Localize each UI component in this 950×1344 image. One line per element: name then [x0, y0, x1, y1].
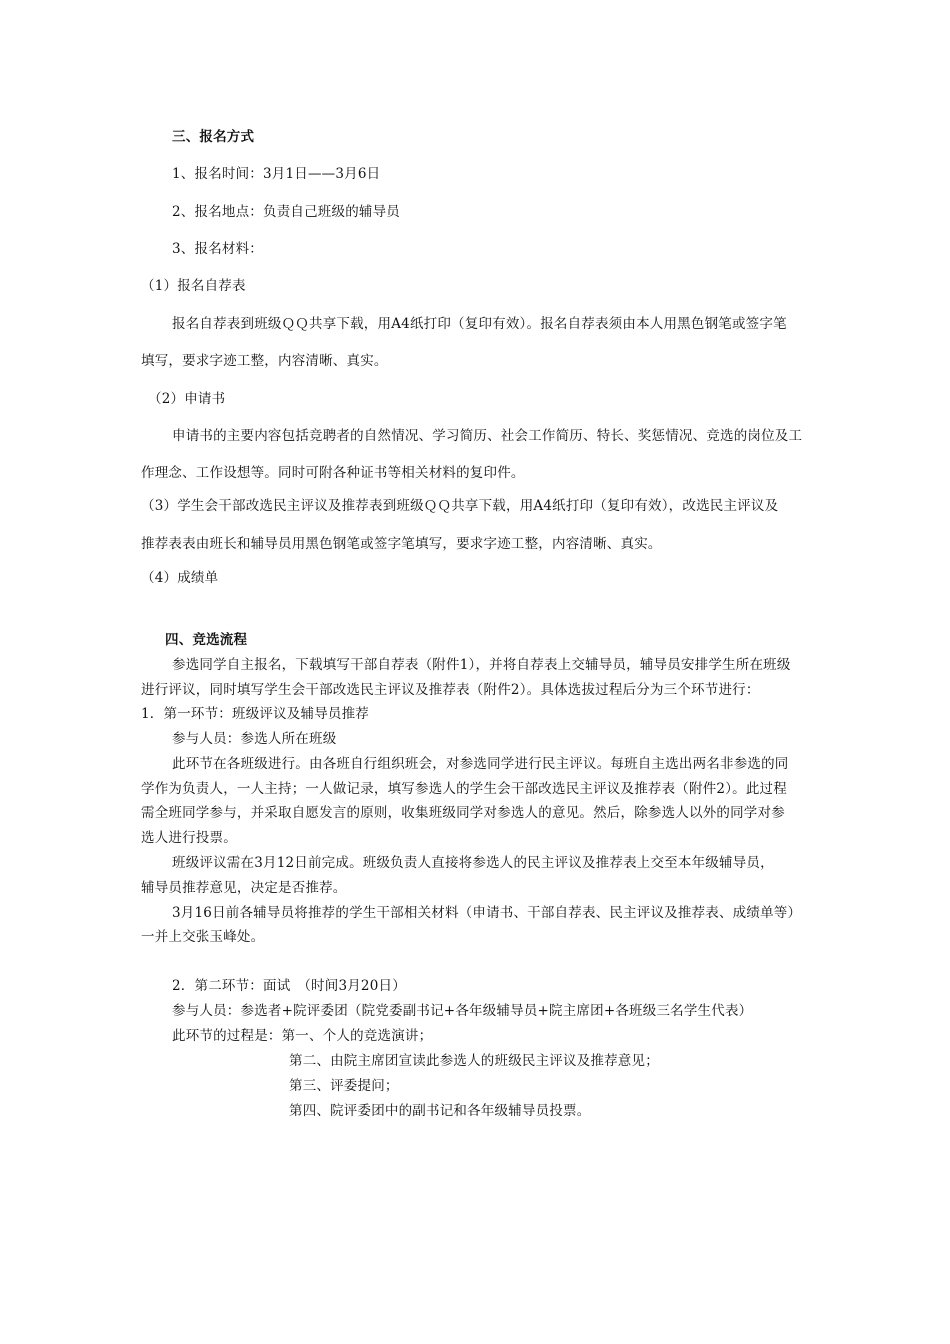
step-1-para-1-line-4: 选人进行投票。 [141, 830, 237, 846]
registration-location: 2、报名地点：负责自己班级的辅导员 [172, 204, 400, 220]
step-1-para-1-line-3: 需全班同学参与，并采取自愿发言的原则，收集班级同学对参选人的意见。然后，除参选人以外的同学对参 [141, 805, 785, 821]
material-1-body-line-2: 填写，要求字迹工整，内容清晰、真实。 [141, 353, 388, 369]
step-2-participants: 参与人员：参选者+院评委团（院党委副书记+各年级辅导员+院主席团+各班级三名学生代表） [172, 1003, 753, 1019]
material-3-body-line-2: 推荐表表由班长和辅导员用黑色钢笔或签字笔填写，要求字迹工整，内容清晰、真实。 [141, 536, 662, 552]
material-2-body-line-2: 作理念、工作设想等。同时可附各种证书等相关材料的复印件。 [141, 465, 525, 481]
material-2-title: （2）申请书 [148, 391, 226, 407]
material-2-body-line-1: 申请书的主要内容包括竞聘者的自然情况、学习简历、社会工作简历、特长、奖惩情况、竞选的岗位及工 [172, 428, 803, 444]
step-2-process-1: 此环节的过程是：第一、个人的竞选演讲； [172, 1028, 433, 1044]
step-1-para-1-line-1: 此环节在各班级进行。由各班自行组织班会，对参选同学进行民主评议。每班自主选出两名非参选的同 [172, 756, 789, 772]
step-2-process-3: 第三、评委提问； [289, 1078, 399, 1094]
material-1-title: （1）报名自荐表 [141, 278, 246, 294]
step-1-para-2-line-2: 辅导员推荐意见，决定是否推荐。 [141, 880, 347, 896]
section-4-heading: 四、竞选流程 [165, 632, 248, 648]
material-4-title: （4）成绩单 [141, 570, 219, 586]
step-1-para-3-line-2: 一并上交张玉峰处。 [141, 929, 265, 945]
material-1-body-line-1: 报名自荐表到班级ＱＱ共享下载，用A4纸打印（复印有效）。报名自荐表须由本人用黑色钢笔或签字笔 [172, 316, 787, 332]
registration-materials: 3、报名材料： [172, 241, 263, 257]
step-2-process-4: 第四、院评委团中的副书记和各年级辅导员投票。 [289, 1103, 591, 1119]
step-1-title: 1．第一环节：班级评议及辅导员推荐 [141, 706, 369, 722]
step-1-para-1-line-2: 学作为负责人，一人主持；一人做记录，填写参选人的学生会干部改选民主评议及推荐表（附件2）。此过程 [141, 781, 787, 797]
process-intro-line-1: 参选同学自主报名，下载填写干部自荐表（附件1），并将自荐表上交辅导员，辅导员安排学生所在班级 [172, 657, 791, 673]
step-2-process-2: 第二、由院主席团宣读此参选人的班级民主评议及推荐意见； [289, 1053, 659, 1069]
step-1-para-2-line-1: 班级评议需在3月12日前完成。班级负责人直接将参选人的民主评议及推荐表上交至本年级辅导员， [172, 855, 774, 871]
material-3-body-line-1: （3）学生会干部改选民主评议及推荐表到班级ＱＱ共享下载，用A4纸打印（复印有效），改选民主评议及 [141, 498, 779, 514]
section-3-heading: 三、报名方式 [172, 129, 255, 145]
process-intro-line-2: 进行评议，同时填写学生会干部改选民主评议及推荐表（附件2）。具体选拔过程后分为三个环节进行： [141, 682, 760, 698]
step-2-title: 2．第二环节：面试 （时间3月20日） [172, 978, 406, 994]
step-1-para-3-line-1: 3月16日前各辅导员将推荐的学生干部相关材料（申请书、干部自荐表、民主评议及推荐表、成绩单等） [172, 905, 802, 921]
step-1-participants: 参与人员：参选人所在班级 [172, 731, 337, 747]
registration-time: 1、报名时间：3月1日——3月6日 [172, 166, 381, 182]
